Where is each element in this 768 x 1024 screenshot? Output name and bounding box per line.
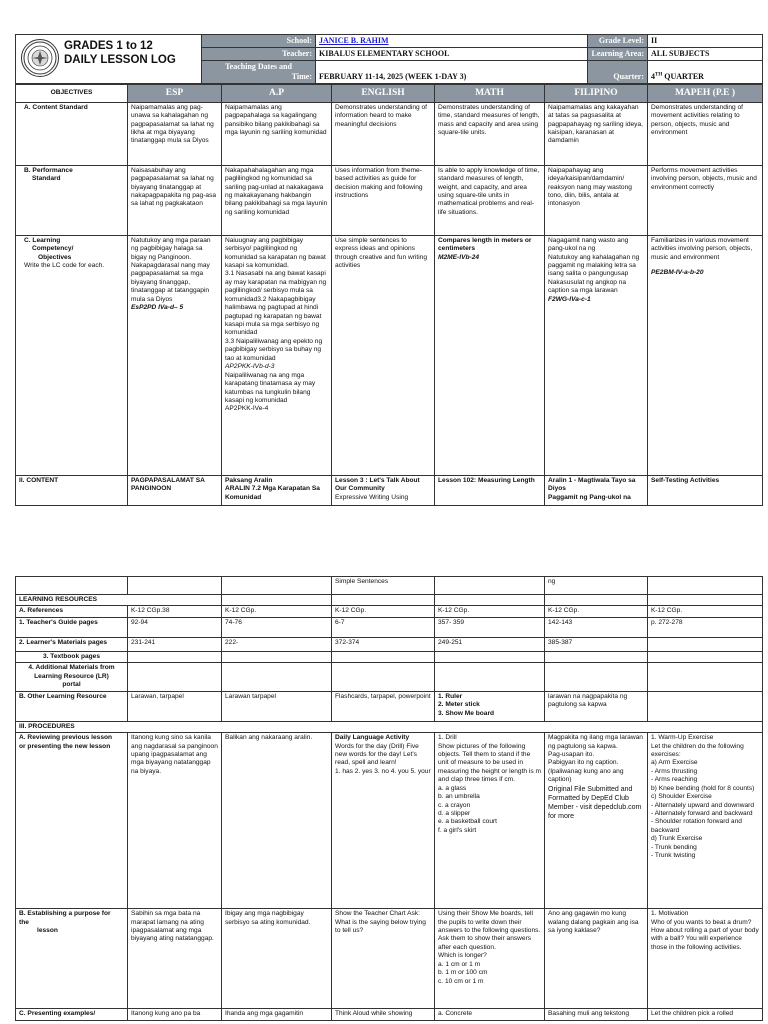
learning-resources-row	[16, 595, 763, 606]
reviewing-label	[16, 733, 128, 909]
ap-header: A.P	[222, 85, 332, 102]
content-filipino-title: Aralin 1 - Magtiwala Tayo sa Diyos	[548, 476, 636, 493]
or-mapeh	[648, 691, 763, 721]
lc-label-line-1: C. Learning	[24, 236, 61, 244]
am-english	[332, 663, 435, 691]
teachers-guide-row	[16, 617, 763, 637]
lc-english: Use simple sentences to express ideas and opinions through creative and fun writing activities	[332, 235, 435, 475]
establishing-esp: Sabihin sa mga bata na marapat lamang na ating ipagpasalamat ang mga biyayang ating natatanggap.	[128, 909, 222, 1009]
lc-ap-extra: Naipaliliwanag na ang mga karapatang tinatamasa ay may katumbas na tungkulin bilang kasapi ng komunidad	[225, 371, 316, 404]
content-english-sub: Expressive Writing Using	[335, 493, 409, 501]
reviewing-filipino-text: Magpakita ng ilang mga larawan ng pagtulong sa kapwa. Pag-usapan ito. Pabigyan ito ng caption. (Ipaliwanag kung ano ang caption)	[548, 734, 643, 784]
lc-ap-text: Naiuugnay ang pagbibigay serbisyo/ paglilingkod ng komunidad sa karapatan ng bawat kasapi sa komunidad. 3.1 Nasasabi na ang bawat kasapi ay may karapatan na mabigyan ng paglilingkod/ serbisyo mula sa komunidad3.2 Nakapagbibigay halimbawa ng pagtupad at hindi pagtupad ng karapatan ng bawat kasapi mula sa mga serbisyo ng komunidad 3.3 Naipaliliwanag ang epekto ng pagbibigay serbisyo sa buhay ng tao at komunidad	[225, 236, 327, 362]
am-ap	[222, 663, 332, 691]
or-math-3: 3. Show Me board	[438, 709, 495, 717]
content-ap	[222, 475, 332, 505]
textbook-pages-label: 3. Textbook pages	[16, 651, 128, 662]
grade-value: II	[648, 35, 763, 48]
presenting-mapeh: Let the children pick a rolled	[648, 1009, 763, 1021]
lc-esp	[128, 235, 222, 475]
content-standard-label: A. Content Standard	[16, 102, 128, 165]
reviewing-english	[332, 733, 435, 909]
lc-math	[435, 235, 545, 475]
lc-esp-text: Natutukoy ang mga paraan ng pagbibigay halaga sa bigay ng Panginoon. Nakapagdarasal nang may pagpapasalamat sa mga biyayang tinanggap, tinatanggap at tatanggapin mula sa Diyos	[131, 236, 211, 303]
am-mapeh	[648, 663, 763, 691]
reviewing-filipino-credit: Original File Submitted and Formatted by DepEd Club Member - visit depedclub.com for more	[548, 785, 642, 820]
lc-esp-code: EsP2PD IVa-d– 5	[131, 304, 184, 312]
references-ap: K-12 CGp.	[222, 606, 332, 617]
or-ap: Larawan tarpapel	[222, 691, 332, 721]
cont-math	[435, 577, 545, 595]
cont-esp	[128, 577, 222, 595]
establishing-label-line-2: the	[19, 918, 29, 926]
reviewing-mapeh: 1. Warm-Up Exercise Let the children do the following exercises: a) Arm Exercise - Arms thrusting - Arms reaching b) Knee bending (hold for 8 counts) c) Shoulder Exercise - Alternately upward and downward - Alternately forward and backward - Shoulder rotation forward and backward d) Trunk Exercise - Trunk bending - Trunk twisting	[648, 733, 763, 909]
title-line-1: GRADES 1 to 12	[64, 40, 153, 52]
content-english	[332, 475, 435, 505]
performance-standard-label	[16, 165, 128, 235]
establishing-filipino: Ano ang gagawin mo kung walang dalang pagkain ang isa sa iyong kaklase?	[545, 909, 648, 1009]
performance-filipino: Naipapahayag ang ideya/kaisipan/damdamin/ reaksyon nang may wastong tono, diin, bilis, antala at intonasyon	[545, 165, 648, 235]
reviewing-ap: Balikan ang nakaraang aralin.	[222, 733, 332, 909]
or-filipino: larawan na nagpapakita ng pagtulong sa kapwa	[545, 691, 648, 721]
cont-english: Simple Sentences	[332, 577, 435, 595]
tg-math: 357- 359	[435, 617, 545, 637]
cont-label	[16, 577, 128, 595]
lc-mapeh-text: Familiarizes in various movement activities involving person, objects, music and environment	[651, 236, 753, 261]
page-2	[15, 576, 762, 1021]
quarter-value	[648, 61, 763, 84]
tg-filipino: 142-143	[545, 617, 648, 637]
am-esp	[128, 663, 222, 691]
dates-value: FEBRUARY 11-14, 2025 (WEEK 1-DAY 3)	[316, 61, 588, 84]
content-english-title: Lesson 3 : Let's Talk About Our Community	[335, 476, 420, 493]
establishing-label-line-1: B. Establishing a purpose for	[19, 910, 111, 918]
performance-label-line-1: B. Performance	[24, 166, 73, 174]
procedures-label: III. PROCEDURES	[16, 721, 763, 732]
title-line-2: DAILY LESSON LOG	[64, 53, 176, 66]
lm-esp: 231-241	[128, 637, 222, 651]
or-math-1: 1. Ruler	[438, 692, 463, 700]
content-standard-row	[16, 102, 763, 165]
presenting-math: a. Concrete	[435, 1009, 545, 1021]
dates-label	[202, 61, 316, 84]
learning-resources-label: LEARNING RESOURCES	[16, 595, 222, 606]
school-name-link[interactable]: JANICE B. RAHIM	[319, 36, 389, 45]
teacher-value: KIBALUS ELEMENTARY SCHOOL	[316, 48, 588, 61]
tp-math	[435, 651, 545, 662]
content-math: Lesson 102: Measuring Length	[435, 475, 545, 505]
references-esp: K-12 CGp.38	[128, 606, 222, 617]
cont-mapeh	[648, 577, 763, 595]
references-mapeh: K-12 CGp.	[648, 606, 763, 617]
content-mapeh: Self-Testing Activities	[648, 475, 763, 505]
content-esp: PAGPAPASALAMAT SA PANGINOON	[128, 475, 222, 505]
header-table	[15, 34, 763, 84]
page-1	[15, 34, 762, 506]
cont-filipino: ng	[545, 577, 648, 595]
tp-ap	[222, 651, 332, 662]
tg-english: 6-7	[332, 617, 435, 637]
lc-filipino-code: F2WG-IVa-c-1	[548, 295, 591, 303]
lc-ap-code-1: AP2PKK-IVb-d-3	[225, 363, 275, 371]
content-standard-math: Demonstrates understanding of time, standard measures of length, mass and capacity and area using square-tile units.	[435, 102, 545, 165]
establishing-label-line-3: lesson	[37, 926, 58, 934]
quarter-suffix: QUARTER	[662, 72, 704, 82]
reviewing-label-line-1: A. Reviewing previous lesson	[19, 734, 113, 742]
other-resources-label: B. Other Learning Resource	[16, 691, 128, 721]
am-math	[435, 663, 545, 691]
content-standard-ap: Naipamamalas ang pagpapahalaga sa kagalingang pansibiko bilang pakikibahagi sa mga layunin ng sariling komunidad	[222, 102, 332, 165]
tp-mapeh	[648, 651, 763, 662]
cont-ap	[222, 577, 332, 595]
reviewing-math: 1. Drill Show pictures of the following objects. Tell them to stand if the unit of measure to be used in measuring the height or length is m and clap three times if cm. a. a glass b. an umbrella c. a crayon d. a slipper e. a basketball court f. a girl's skirt	[435, 733, 545, 909]
reviewing-row	[16, 733, 763, 909]
establishing-ap: Ibigay ang mga nagbibigay serbisyo sa ating komunidad.	[222, 909, 332, 1009]
lm-filipino: 385-387	[545, 637, 648, 651]
school-label: School:	[202, 35, 316, 48]
area-label: Learning Area:	[588, 48, 648, 61]
lc-mapeh-code: PE2BM-IV-a-b-20	[651, 268, 704, 276]
english-header: ENGLISH	[332, 85, 435, 102]
logo-title-cell	[16, 35, 202, 84]
or-math	[435, 691, 545, 721]
continued-content-row	[16, 577, 763, 595]
lc-ap	[222, 235, 332, 475]
learners-materials-row	[16, 637, 763, 651]
presenting-row	[16, 1009, 763, 1021]
lc-label-line-4: Write the LC code for each.	[24, 261, 105, 269]
references-row	[16, 606, 763, 617]
dates-label-line-2: Time:	[291, 72, 312, 82]
lr-filipino	[545, 595, 648, 606]
presenting-filipino: Basahing muli ang tekstong	[545, 1009, 648, 1021]
content-standard-english: Demonstrates understanding of information heard to make meaningful decisions	[332, 102, 435, 165]
tp-english	[332, 651, 435, 662]
page-title	[64, 40, 176, 68]
establishing-math: Using their Show Me boards, tell the pupils to write down their answers to the following questions. Ask them to show their answers after each question. Which is longer? a. 1 cm or 1 m b. 1 m or 100 cm c. 10 cm or 1 m	[435, 909, 545, 1009]
establishing-english: Show the Teacher Chart Ask: What is the saying below trying to tell us?	[332, 909, 435, 1009]
quarter-sup: TH	[655, 72, 663, 78]
lm-english: 372-374	[332, 637, 435, 651]
quarter-label: Quarter:	[588, 61, 648, 84]
procedures-row	[16, 721, 763, 732]
or-math-2: 2. Meter stick	[438, 701, 480, 709]
tg-mapeh: p. 272-278	[648, 617, 763, 637]
lesson-table-page-2	[15, 576, 763, 1021]
reviewing-english-body: Words for the day (Drill) Five new words for the day! Let's read, spell and learn! 1. has 2. yes 3. no 4. you 5. your	[335, 742, 431, 775]
content-filipino	[545, 475, 648, 505]
dates-label-line-1: Teaching Dates and	[225, 62, 292, 72]
reviewing-label-line-2: or presenting the new lesson	[19, 742, 111, 750]
esp-header: ESP	[128, 85, 222, 102]
content-label: II. CONTENT	[16, 475, 128, 505]
content-standard-mapeh: Demonstrates understanding of movement activities relating to person, objects, music and environment	[648, 102, 763, 165]
lc-ap-code-2: AP2PKK-IVe-4	[225, 405, 269, 413]
references-label: A. References	[16, 606, 128, 617]
subject-header-row	[16, 85, 763, 102]
lr-mapeh	[648, 595, 763, 606]
objectives-header: OBJECTIVES	[16, 85, 128, 102]
quarter-number: 4	[651, 72, 655, 82]
learning-competency-row	[16, 235, 763, 475]
grade-label: Grade Level:	[588, 35, 648, 48]
references-english: K-12 CGp.	[332, 606, 435, 617]
performance-english: Uses information from theme-based activities as guide for decision making and following instructions	[332, 165, 435, 235]
lm-math: 249-251	[435, 637, 545, 651]
reviewing-esp: Itanong kung sino sa kanila ang nagdarasal sa panginoon upang ipagpasalamat ang mga biyayang natatanggap na biyaya.	[128, 733, 222, 909]
math-header: MATH	[435, 85, 545, 102]
content-filipino-sub: Paggamit ng Pang-ukol na	[548, 493, 631, 501]
am-filipino	[545, 663, 648, 691]
references-filipino: K-12 CGp.	[545, 606, 648, 617]
content-ap-line-2: ARALIN 7.2 Mga Karapatan Sa Komunidad	[225, 485, 320, 501]
lc-label-line-2: Competency/	[32, 245, 74, 253]
learners-materials-label: 2. Learner's Materials pages	[16, 637, 128, 651]
lr-english	[332, 595, 435, 606]
am-line-1: 4. Additional Materials from	[28, 664, 115, 672]
additional-materials-label	[16, 663, 128, 691]
content-standard-esp: Naipamamalas ang pag-unawa sa kahalagahan ng pagpapasalamat sa lahat ng likha at mga biyayang tinatanggap mula sa Diyos	[128, 102, 222, 165]
mapeh-header: MAPEH (P.E )	[648, 85, 763, 102]
performance-label-line-2: Standard	[32, 175, 61, 183]
am-line-3: portal	[62, 681, 81, 689]
performance-standard-row	[16, 165, 763, 235]
school-value	[316, 35, 588, 48]
content-ap-line-1: Paksang Aralin	[225, 476, 273, 484]
presenting-english: Think Aloud while showing	[332, 1009, 435, 1021]
textbook-pages-row	[16, 651, 763, 662]
lc-label-line-3: Objectives	[38, 253, 72, 261]
presenting-esp: Itanong kung ano pa ba	[128, 1009, 222, 1021]
establishing-mapeh: 1. Motivation Who of you wants to beat a drum? How about rolling a part of your body with a ball? You will experience those in the following activities.	[648, 909, 763, 1009]
lc-mapeh	[648, 235, 763, 475]
filipino-header: FILIPINO	[545, 85, 648, 102]
performance-math: Is able to apply knowledge of time, standard measures of length, weight, and capacity, and area using square-tile units in mathematical problems and real-life situations.	[435, 165, 545, 235]
references-math: K-12 CGp.	[435, 606, 545, 617]
performance-ap: Nakapahahalagahan ang mga paglilingkod ng komunidad sa sariling pag-unlad at nakakagawa ng makakayanang hakbangin bilang pakikibahagi sa mga layunin ng sariling komunidad	[222, 165, 332, 235]
lc-math-code: M2ME-IVb-24	[438, 253, 480, 261]
performance-mapeh: Performs movement activities involving person, objects, music and environment correctly	[648, 165, 763, 235]
am-line-2: Learning Resource (LR)	[34, 672, 109, 680]
content-standard-filipino: Naipamamalas ang kakayahan at tatas sa pagsasalita at pagpapahayag ng sariling ideya, kaisipan, karanasan at damdamin	[545, 102, 648, 165]
additional-materials-row	[16, 663, 763, 691]
tp-filipino	[545, 651, 648, 662]
tp-esp	[128, 651, 222, 662]
tg-esp: 92-94	[128, 617, 222, 637]
other-resources-row	[16, 691, 763, 721]
teacher-label: Teacher:	[202, 48, 316, 61]
or-english: Flashcards, tarpapel, powerpoint	[332, 691, 435, 721]
establishing-label	[16, 909, 128, 1009]
establishing-row	[16, 909, 763, 1009]
reviewing-filipino	[545, 733, 648, 909]
presenting-ap: Ihanda ang mga gagamitin	[222, 1009, 332, 1021]
lc-filipino-text: Nagagamit nang wasto ang pang-ukol na ng Natutukoy ang kahalagahan ng paggamit ng malaking letra sa isang salita o pangungusap Nakasusulat ng angkop na caption sa mga larawan	[548, 236, 640, 295]
presenting-label: C. Presenting examples/	[16, 1009, 128, 1021]
area-value: ALL SUBJECTS	[648, 48, 763, 61]
tg-ap: 74-76	[222, 617, 332, 637]
lc-math-text: Compares length in meters or centimeters	[438, 236, 532, 253]
reviewing-english-title: Daily Language Activity	[335, 734, 410, 742]
teachers-guide-label: 1. Teacher's Guide pages	[16, 617, 128, 637]
or-esp: Larawan, tarpapel	[128, 691, 222, 721]
lc-filipino	[545, 235, 648, 475]
lesson-table-page-1	[15, 84, 763, 505]
performance-esp: Naisasabuhay ang pagpapasalamat sa lahat ng biyayang tinatanggap at nakapagpapakita ng pag-asa sa lahat ng pagkakataon	[128, 165, 222, 235]
deped-seal-icon	[21, 39, 59, 77]
learning-competency-label	[16, 235, 128, 475]
lr-ap	[222, 595, 332, 606]
lr-math	[435, 595, 545, 606]
lm-mapeh	[648, 637, 763, 651]
lm-ap: 222-	[222, 637, 332, 651]
content-row	[16, 475, 763, 505]
